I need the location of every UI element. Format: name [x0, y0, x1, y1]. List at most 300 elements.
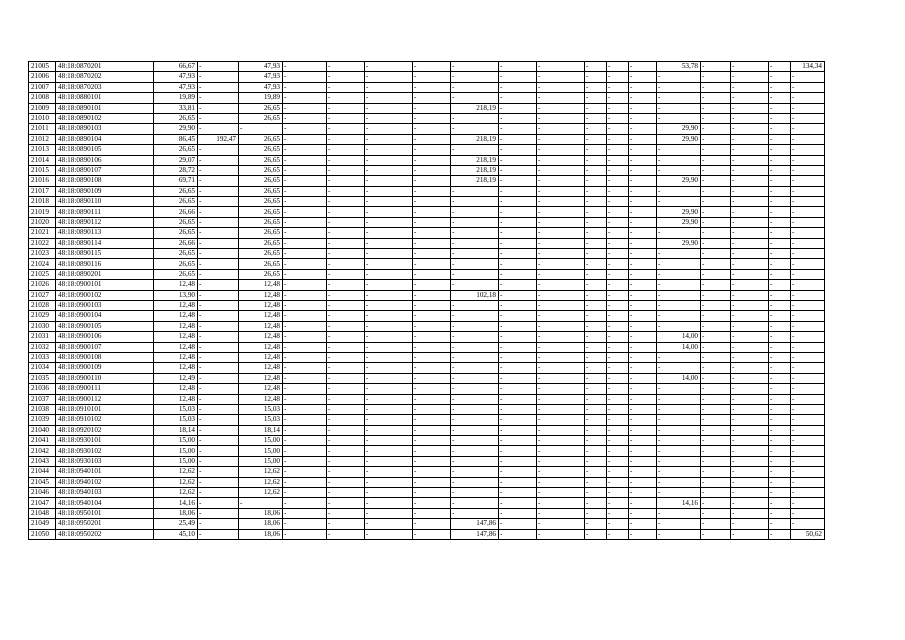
value-cell: -	[629, 280, 657, 290]
value-cell: -	[451, 321, 499, 331]
row-id-cell: 21016	[29, 176, 56, 186]
value-cell: -	[701, 404, 731, 414]
value-cell: -	[585, 124, 607, 134]
value-cell: -	[198, 145, 239, 155]
value-cell: -	[607, 446, 629, 456]
value-cell: -	[607, 352, 629, 362]
row-id-cell: 21013	[29, 145, 56, 155]
value-cell: -	[769, 124, 791, 134]
value-cell: -	[365, 425, 413, 435]
value-cell: -	[585, 477, 607, 487]
table-row	[29, 290, 825, 300]
value-cell: -	[585, 197, 607, 207]
value-cell: -	[629, 155, 657, 165]
value-cell: -	[585, 498, 607, 508]
value-cell: -	[499, 217, 537, 227]
value-cell: 26,65	[239, 145, 283, 155]
value-cell: -	[537, 249, 585, 259]
value-cell: -	[327, 207, 365, 217]
value-cell: -	[585, 446, 607, 456]
value-cell: -	[451, 82, 499, 92]
value-cell: -	[731, 62, 769, 72]
value-cell: -	[585, 436, 607, 446]
value-cell: -	[585, 394, 607, 404]
value-cell: -	[499, 446, 537, 456]
value-cell: -	[791, 508, 825, 518]
value-cell: -	[537, 332, 585, 342]
value-cell: -	[701, 259, 731, 269]
value-cell: -	[607, 269, 629, 279]
value-cell: -	[607, 103, 629, 113]
value-cell: -	[791, 321, 825, 331]
value-cell: -	[451, 62, 499, 72]
value-cell: -	[791, 488, 825, 498]
value-cell: -	[537, 228, 585, 238]
value-cell: -	[283, 124, 327, 134]
value-cell: 14,00	[657, 373, 701, 383]
value-cell: 14,00	[657, 342, 701, 352]
value-cell: -	[365, 404, 413, 414]
value-cell: -	[629, 394, 657, 404]
value-cell: -	[413, 217, 451, 227]
table-body	[29, 62, 825, 540]
value-cell: 26,65	[239, 228, 283, 238]
value-cell: -	[657, 363, 701, 373]
value-cell: -	[791, 155, 825, 165]
value-cell: -	[327, 311, 365, 321]
value-cell: -	[657, 186, 701, 196]
value-cell: -	[537, 436, 585, 446]
value-cell: -	[585, 342, 607, 352]
value-cell: -	[791, 415, 825, 425]
value-cell: -	[365, 145, 413, 155]
value-cell: -	[198, 72, 239, 82]
value-cell: -	[537, 363, 585, 373]
value-cell: -	[283, 145, 327, 155]
value-cell: 218,19	[451, 176, 499, 186]
cadastral-number-cell: 48:18:0930103	[56, 456, 154, 466]
row-id-cell: 21028	[29, 300, 56, 310]
value-cell: -	[283, 93, 327, 103]
value-cell: -	[701, 238, 731, 248]
row-id-cell: 21033	[29, 352, 56, 362]
value-cell: -	[607, 321, 629, 331]
value-cell: -	[769, 404, 791, 414]
value-cell: -	[657, 290, 701, 300]
value-cell: -	[731, 72, 769, 82]
table-row	[29, 217, 825, 227]
cadastral-number-cell: 48:18:0890114	[56, 238, 154, 248]
row-id-cell: 21020	[29, 217, 56, 227]
value-cell: -	[499, 342, 537, 352]
value-cell: -	[769, 394, 791, 404]
value-cell: 26,65	[239, 176, 283, 186]
value-cell: -	[413, 145, 451, 155]
value-cell: -	[585, 186, 607, 196]
row-id-cell: 21010	[29, 113, 56, 123]
value-cell: -	[701, 72, 731, 82]
value-cell: -	[629, 82, 657, 92]
value-cell: -	[731, 82, 769, 92]
value-cell: 12,48	[239, 363, 283, 373]
cadastral-number-cell: 48:18:0890102	[56, 113, 154, 123]
value-cell: -	[731, 300, 769, 310]
value-cell: 26,65	[239, 207, 283, 217]
value-cell: 66,67	[154, 62, 198, 72]
value-cell: -	[413, 321, 451, 331]
value-cell: -	[607, 394, 629, 404]
value-cell: -	[537, 425, 585, 435]
value-cell: -	[327, 124, 365, 134]
value-cell: -	[499, 207, 537, 217]
value-cell: -	[413, 425, 451, 435]
value-cell: -	[283, 321, 327, 331]
value-cell: 26,65	[154, 228, 198, 238]
table-row	[29, 488, 825, 498]
table-row	[29, 519, 825, 529]
value-cell: -	[537, 352, 585, 362]
value-cell: -	[451, 415, 499, 425]
value-cell: -	[451, 384, 499, 394]
value-cell: -	[629, 300, 657, 310]
value-cell: -	[327, 498, 365, 508]
value-cell: -	[283, 217, 327, 227]
value-cell: -	[451, 186, 499, 196]
value-cell: -	[791, 300, 825, 310]
value-cell: -	[769, 436, 791, 446]
value-cell: -	[499, 373, 537, 383]
value-cell: -	[283, 384, 327, 394]
value-cell: -	[769, 280, 791, 290]
value-cell: -	[283, 249, 327, 259]
value-cell: -	[499, 93, 537, 103]
value-cell: -	[657, 519, 701, 529]
value-cell: -	[327, 269, 365, 279]
value-cell: -	[607, 186, 629, 196]
value-cell: -	[585, 269, 607, 279]
value-cell: -	[365, 394, 413, 404]
value-cell: -	[769, 82, 791, 92]
value-cell: -	[413, 280, 451, 290]
value-cell: -	[365, 290, 413, 300]
table-row	[29, 446, 825, 456]
value-cell: -	[607, 332, 629, 342]
row-id-cell: 21030	[29, 321, 56, 331]
value-cell: -	[451, 124, 499, 134]
value-cell: 12,48	[239, 394, 283, 404]
value-cell: -	[701, 103, 731, 113]
value-cell: -	[451, 373, 499, 383]
row-id-cell: 21027	[29, 290, 56, 300]
value-cell: -	[413, 363, 451, 373]
value-cell: -	[537, 446, 585, 456]
value-cell: 29,90	[154, 124, 198, 134]
value-cell: -	[769, 384, 791, 394]
value-cell: -	[629, 332, 657, 342]
value-cell: -	[657, 269, 701, 279]
value-cell: -	[701, 394, 731, 404]
value-cell: -	[499, 498, 537, 508]
value-cell: -	[537, 197, 585, 207]
value-cell: -	[607, 238, 629, 248]
value-cell: -	[499, 332, 537, 342]
value-cell: -	[731, 238, 769, 248]
value-cell: -	[327, 394, 365, 404]
value-cell: -	[365, 446, 413, 456]
value-cell: -	[769, 332, 791, 342]
value-cell: 12,62	[154, 477, 198, 487]
value-cell: -	[769, 488, 791, 498]
value-cell: -	[283, 467, 327, 477]
value-cell: 15,03	[154, 415, 198, 425]
value-cell: -	[607, 436, 629, 446]
value-cell: -	[537, 321, 585, 331]
value-cell: -	[769, 352, 791, 362]
value-cell: -	[731, 488, 769, 498]
value-cell: -	[413, 72, 451, 82]
row-id-cell: 21034	[29, 363, 56, 373]
cadastral-number-cell: 48:18:0910101	[56, 404, 154, 414]
value-cell: -	[769, 290, 791, 300]
value-cell: -	[657, 456, 701, 466]
value-cell: -	[327, 477, 365, 487]
value-cell: -	[451, 145, 499, 155]
value-cell: -	[198, 519, 239, 529]
value-cell: -	[731, 373, 769, 383]
value-cell: 15,03	[239, 404, 283, 414]
value-cell: -	[413, 238, 451, 248]
value-cell: 69,71	[154, 176, 198, 186]
value-cell: -	[585, 300, 607, 310]
value-cell: -	[769, 477, 791, 487]
value-cell: -	[413, 488, 451, 498]
value-cell: -	[537, 280, 585, 290]
value-cell: 12,48	[239, 290, 283, 300]
value-cell: -	[607, 404, 629, 414]
value-cell: -	[657, 446, 701, 456]
value-cell: -	[629, 228, 657, 238]
value-cell: 47,93	[239, 72, 283, 82]
value-cell: -	[607, 113, 629, 123]
value-cell: -	[791, 197, 825, 207]
value-cell: -	[365, 124, 413, 134]
value-cell: -	[198, 228, 239, 238]
row-id-cell: 21012	[29, 134, 56, 144]
value-cell: -	[283, 259, 327, 269]
value-cell: -	[198, 373, 239, 383]
value-cell: -	[283, 436, 327, 446]
value-cell: -	[657, 321, 701, 331]
value-cell: -	[791, 228, 825, 238]
value-cell: -	[198, 456, 239, 466]
value-cell: 218,19	[451, 134, 499, 144]
value-cell: -	[413, 498, 451, 508]
value-cell: -	[731, 134, 769, 144]
value-cell: -	[327, 176, 365, 186]
value-cell: -	[413, 311, 451, 321]
value-cell: -	[499, 249, 537, 259]
value-cell: -	[451, 280, 499, 290]
value-cell: -	[198, 238, 239, 248]
value-cell: 26,65	[239, 134, 283, 144]
value-cell: 26,65	[154, 249, 198, 259]
value-cell: -	[413, 93, 451, 103]
value-cell: -	[701, 62, 731, 72]
value-cell: -	[327, 93, 365, 103]
value-cell: -	[629, 446, 657, 456]
value-cell: -	[769, 103, 791, 113]
value-cell: -	[731, 404, 769, 414]
value-cell: -	[413, 384, 451, 394]
value-cell: -	[198, 62, 239, 72]
cadastral-number-cell: 48:18:0890105	[56, 145, 154, 155]
value-cell: -	[701, 290, 731, 300]
value-cell: -	[607, 82, 629, 92]
row-id-cell: 21047	[29, 498, 56, 508]
value-cell: -	[731, 165, 769, 175]
value-cell: -	[413, 134, 451, 144]
value-cell: -	[585, 82, 607, 92]
cadastral-number-cell: 48:18:0950101	[56, 508, 154, 518]
cadastral-number-cell: 48:18:0900112	[56, 394, 154, 404]
value-cell: -	[327, 186, 365, 196]
value-cell: -	[701, 342, 731, 352]
table-row	[29, 477, 825, 487]
value-cell: 25,49	[154, 519, 198, 529]
value-cell: -	[731, 508, 769, 518]
value-cell: -	[791, 373, 825, 383]
value-cell: -	[365, 207, 413, 217]
value-cell: -	[585, 488, 607, 498]
value-cell: -	[657, 404, 701, 414]
value-cell: -	[791, 404, 825, 414]
table-row	[29, 145, 825, 155]
value-cell: -	[731, 228, 769, 238]
cadastral-number-cell: 48:18:0910102	[56, 415, 154, 425]
value-cell: -	[791, 363, 825, 373]
value-cell: -	[327, 415, 365, 425]
value-cell: 47,93	[239, 62, 283, 72]
value-cell: -	[198, 425, 239, 435]
value-cell: -	[537, 82, 585, 92]
value-cell: -	[365, 321, 413, 331]
row-id-cell: 21048	[29, 508, 56, 518]
value-cell: -	[365, 456, 413, 466]
row-id-cell: 21040	[29, 425, 56, 435]
value-cell: -	[607, 176, 629, 186]
value-cell: -	[791, 519, 825, 529]
value-cell: -	[537, 415, 585, 425]
value-cell: -	[607, 477, 629, 487]
value-cell: -	[769, 259, 791, 269]
value-cell: -	[607, 62, 629, 72]
value-cell: -	[283, 197, 327, 207]
value-cell: -	[657, 113, 701, 123]
value-cell: -	[769, 321, 791, 331]
value-cell: -	[731, 259, 769, 269]
cadastral-number-cell: 48:18:0890112	[56, 217, 154, 227]
table-row	[29, 394, 825, 404]
value-cell: -	[585, 332, 607, 342]
value-cell: -	[537, 145, 585, 155]
value-cell: -	[629, 384, 657, 394]
value-cell: 29,07	[154, 155, 198, 165]
value-cell: -	[451, 446, 499, 456]
value-cell: -	[499, 394, 537, 404]
value-cell: -	[769, 217, 791, 227]
value-cell: 12,62	[154, 488, 198, 498]
value-cell: 29,90	[657, 207, 701, 217]
value-cell: -	[198, 394, 239, 404]
value-cell: 26,65	[239, 269, 283, 279]
value-cell: -	[701, 207, 731, 217]
value-cell: -	[499, 82, 537, 92]
value-cell: -	[198, 321, 239, 331]
value-cell: -	[283, 415, 327, 425]
value-cell: -	[629, 436, 657, 446]
value-cell: -	[769, 228, 791, 238]
value-cell: -	[327, 165, 365, 175]
value-cell: -	[537, 238, 585, 248]
value-cell: -	[283, 290, 327, 300]
value-cell: -	[607, 134, 629, 144]
row-id-cell: 21014	[29, 155, 56, 165]
value-cell: -	[198, 529, 239, 539]
value-cell: -	[283, 477, 327, 487]
value-cell: -	[607, 155, 629, 165]
value-cell: -	[585, 238, 607, 248]
value-cell: -	[499, 134, 537, 144]
value-cell: -	[657, 477, 701, 487]
value-cell: -	[657, 394, 701, 404]
value-cell: -	[413, 467, 451, 477]
table-row	[29, 404, 825, 414]
value-cell: -	[499, 436, 537, 446]
value-cell: -	[537, 113, 585, 123]
cadastral-number-cell: 48:18:0900106	[56, 332, 154, 342]
table-row	[29, 280, 825, 290]
value-cell: -	[607, 217, 629, 227]
table-row	[29, 269, 825, 279]
table-row	[29, 498, 825, 508]
value-cell: 26,65	[239, 103, 283, 113]
value-cell: -	[413, 373, 451, 383]
value-cell: -	[499, 259, 537, 269]
value-cell: 192,47	[198, 134, 239, 144]
value-cell: -	[283, 498, 327, 508]
row-id-cell: 21019	[29, 207, 56, 217]
value-cell: -	[327, 446, 365, 456]
value-cell: -	[585, 321, 607, 331]
value-cell: -	[769, 238, 791, 248]
value-cell: -	[585, 249, 607, 259]
value-cell: -	[283, 82, 327, 92]
value-cell: -	[499, 290, 537, 300]
value-cell: -	[769, 134, 791, 144]
value-cell: -	[769, 508, 791, 518]
value-cell: 29,90	[657, 176, 701, 186]
value-cell: -	[731, 145, 769, 155]
value-cell: -	[701, 415, 731, 425]
value-cell: -	[413, 113, 451, 123]
value-cell: -	[283, 72, 327, 82]
value-cell: 26,65	[154, 186, 198, 196]
value-cell: -	[629, 467, 657, 477]
value-cell: 53,78	[657, 62, 701, 72]
table-row	[29, 352, 825, 362]
value-cell: -	[701, 155, 731, 165]
value-cell: -	[327, 62, 365, 72]
